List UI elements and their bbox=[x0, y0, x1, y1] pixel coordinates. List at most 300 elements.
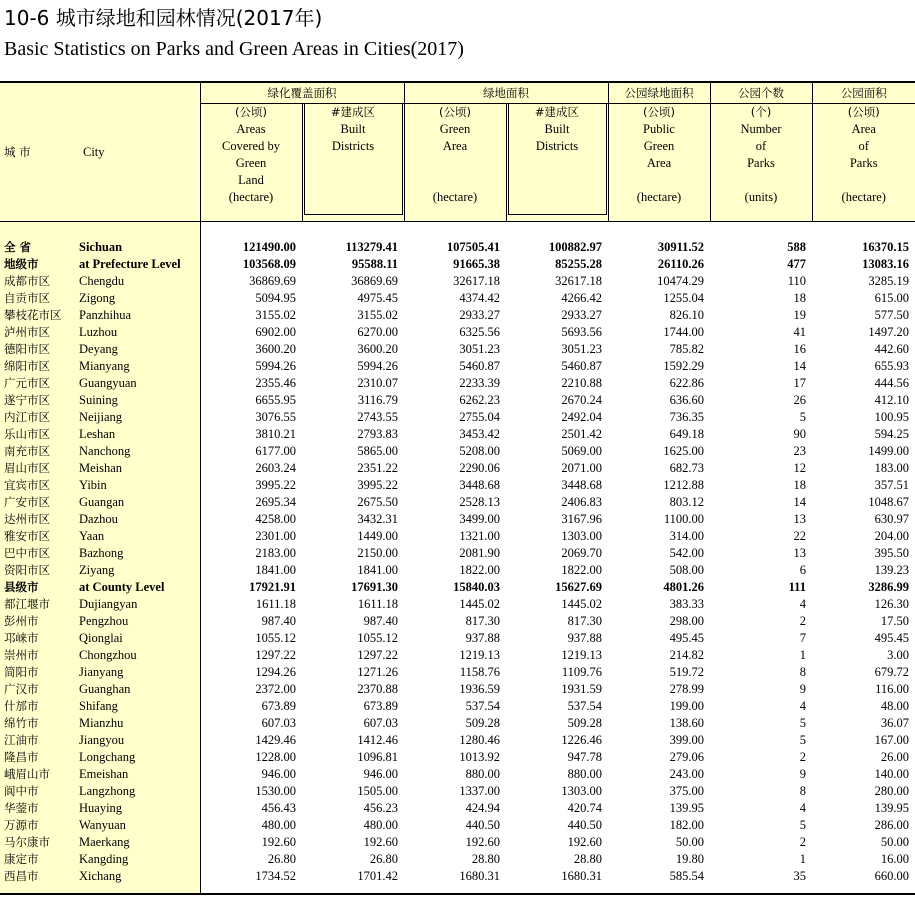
green-area-value: 1680.31 bbox=[404, 868, 506, 894]
covered-built-value: 2675.50 bbox=[357, 495, 398, 509]
public-green-value: 736.35 bbox=[669, 410, 704, 424]
public-green-value: 1212.88 bbox=[663, 478, 704, 492]
covered-built-value: 192.60 bbox=[363, 835, 398, 849]
green-built-value: 3448.68 bbox=[561, 478, 602, 492]
table-row bbox=[0, 698, 915, 715]
covered-area-value: 3155.02 bbox=[255, 308, 296, 322]
park-area-value: 116.00 bbox=[875, 682, 909, 696]
covered-area-value: 3810.21 bbox=[255, 427, 296, 441]
covered-built-value: 5994.26 bbox=[357, 359, 398, 373]
city-name-cn: 眉山市区 bbox=[0, 460, 79, 477]
green-area-value: 2528.13 bbox=[459, 495, 500, 509]
green-built-value: 192.60 bbox=[567, 835, 602, 849]
public-green-value: 10474.29 bbox=[657, 274, 704, 288]
park-count-value: 22 bbox=[793, 529, 806, 543]
city-name-en: Sichuan bbox=[79, 239, 200, 256]
green-built-value: 2670.24 bbox=[561, 393, 602, 407]
park-area-value: 3286.99 bbox=[868, 580, 909, 594]
covered-built-value: 1055.12 bbox=[357, 631, 398, 645]
green-area-value: 5460.87 bbox=[459, 359, 500, 373]
col-header-green-area: (公顷) Green Area (hectare) bbox=[404, 104, 506, 222]
covered-area-value: 1297.22 bbox=[255, 648, 296, 662]
covered-area-value: 607.03 bbox=[261, 716, 296, 730]
green-built-value: 2406.83 bbox=[561, 495, 602, 509]
city-name-en: Yibin bbox=[79, 477, 200, 494]
green-built-value: 420.74 bbox=[567, 801, 602, 815]
green-area-value: 509.28 bbox=[465, 716, 500, 730]
green-area-value: 3499.00 bbox=[459, 512, 500, 526]
public-green-value: 542.00 bbox=[669, 546, 704, 560]
covered-area-value: 987.40 bbox=[261, 614, 296, 628]
city-name-en: Suining bbox=[79, 392, 200, 409]
park-area-value: 183.00 bbox=[874, 461, 909, 475]
city-name-cn: 简阳市 bbox=[0, 664, 79, 681]
covered-built-value: 1701.42 bbox=[302, 868, 404, 894]
covered-area-value: 2301.00 bbox=[255, 529, 296, 543]
green-built-value: 1931.59 bbox=[561, 682, 602, 696]
city-name-cn: 隆昌市 bbox=[0, 749, 79, 766]
covered-area-value: 103568.09 bbox=[242, 257, 296, 271]
public-green-value: 182.00 bbox=[669, 818, 704, 832]
green-built-value: 100882.97 bbox=[548, 240, 602, 254]
green-built-value: 509.28 bbox=[567, 716, 602, 730]
city-name-cn: 绵阳市区 bbox=[0, 358, 79, 375]
green-built-value: 2071.00 bbox=[561, 461, 602, 475]
park-area-value: 630.97 bbox=[874, 512, 909, 526]
city-name-en: Xichang bbox=[79, 868, 200, 894]
city-name-en: Dujiangyan bbox=[79, 596, 200, 613]
public-green-value: 803.12 bbox=[669, 495, 704, 509]
green-area-value: 880.00 bbox=[465, 767, 500, 781]
park-area-value: 3285.19 bbox=[868, 274, 909, 288]
city-name-cn: 邛崃市 bbox=[0, 630, 79, 647]
green-area-value: 32617.18 bbox=[453, 274, 500, 288]
covered-area-value: 4258.00 bbox=[255, 512, 296, 526]
covered-built-value: 2793.83 bbox=[357, 427, 398, 441]
city-name-en: Guangan bbox=[79, 494, 200, 511]
park-count-value: 8 bbox=[799, 784, 806, 798]
park-count-value: 16 bbox=[793, 342, 806, 356]
city-en-header: City bbox=[79, 82, 200, 222]
covered-area-value: 1228.00 bbox=[255, 750, 296, 764]
city-name-en: Zigong bbox=[79, 290, 200, 307]
table-row bbox=[0, 851, 915, 868]
park-area-value: 286.00 bbox=[874, 818, 909, 832]
covered-area-value: 6177.00 bbox=[255, 444, 296, 458]
covered-built-value: 2310.07 bbox=[357, 376, 398, 390]
public-green-value: 4801.26 bbox=[663, 580, 704, 594]
table-row bbox=[0, 766, 915, 783]
covered-area-value: 1734.52 bbox=[200, 868, 302, 894]
park-count-value: 8 bbox=[799, 665, 806, 679]
covered-area-value: 121490.00 bbox=[242, 240, 296, 254]
col-header-park-area: (公顷) Area of Parks (hectare) bbox=[812, 104, 915, 222]
covered-built-value: 95588.11 bbox=[351, 257, 398, 271]
covered-built-value: 2370.88 bbox=[357, 682, 398, 696]
public-green-value: 279.06 bbox=[669, 750, 704, 764]
covered-area-value: 456.43 bbox=[261, 801, 296, 815]
public-green-value: 138.60 bbox=[669, 716, 704, 730]
green-built-value: 440.50 bbox=[567, 818, 602, 832]
green-area-value: 3448.68 bbox=[459, 478, 500, 492]
city-name-en: Deyang bbox=[79, 341, 200, 358]
green-area-value: 1822.00 bbox=[459, 563, 500, 577]
public-green-value: 826.10 bbox=[669, 308, 704, 322]
table-row bbox=[0, 868, 915, 894]
covered-area-value: 2695.34 bbox=[255, 495, 296, 509]
green-area-value: 192.60 bbox=[465, 835, 500, 849]
green-built-value: 2069.70 bbox=[561, 546, 602, 560]
city-cn-header: 城 市 bbox=[0, 82, 79, 222]
green-area-value: 3051.23 bbox=[459, 342, 500, 356]
public-green-value: 519.72 bbox=[669, 665, 704, 679]
public-green-value: 785.82 bbox=[669, 342, 704, 356]
green-built-value: 3051.23 bbox=[561, 342, 602, 356]
covered-area-value: 2355.46 bbox=[255, 376, 296, 390]
page-title-en: Basic Statistics on Parks and Green Areas in Cities(2017) bbox=[4, 38, 464, 60]
covered-built-value: 673.89 bbox=[363, 699, 398, 713]
table-row bbox=[0, 596, 915, 613]
city-name-en: Neijiang bbox=[79, 409, 200, 426]
covered-area-value: 2603.24 bbox=[255, 461, 296, 475]
public-green-value: 375.00 bbox=[669, 784, 704, 798]
table-row bbox=[0, 613, 915, 630]
green-area-value: 440.50 bbox=[465, 818, 500, 832]
city-name-en: Langzhong bbox=[79, 783, 200, 800]
park-area-value: 444.56 bbox=[874, 376, 909, 390]
park-count-value: 41 bbox=[793, 325, 806, 339]
park-area-value: 204.00 bbox=[874, 529, 909, 543]
city-name-cn: 马尔康市 bbox=[0, 834, 79, 851]
city-name-en: at Prefecture Level bbox=[79, 256, 200, 273]
city-name-en: Qionglai bbox=[79, 630, 200, 647]
green-built-value: 1226.46 bbox=[561, 733, 602, 747]
city-name-en: Emeishan bbox=[79, 766, 200, 783]
park-area-value: 1497.20 bbox=[868, 325, 909, 339]
table-body bbox=[0, 239, 915, 894]
green-area-value: 1219.13 bbox=[459, 648, 500, 662]
table-row bbox=[0, 732, 915, 749]
green-built-value: 1303.00 bbox=[561, 529, 602, 543]
city-name-cn: 阆中市 bbox=[0, 783, 79, 800]
covered-area-value: 36869.69 bbox=[249, 274, 296, 288]
park-count-value: 5 bbox=[799, 733, 806, 747]
green-area-value: 1013.92 bbox=[459, 750, 500, 764]
city-name-cn: 泸州市区 bbox=[0, 324, 79, 341]
city-name-cn: 绵竹市 bbox=[0, 715, 79, 732]
green-built-value: 3167.96 bbox=[561, 512, 602, 526]
park-count-value: 26 bbox=[793, 393, 806, 407]
covered-area-value: 1294.26 bbox=[255, 665, 296, 679]
public-green-value: 243.00 bbox=[669, 767, 704, 781]
table-row bbox=[0, 358, 915, 375]
park-area-value: 594.25 bbox=[874, 427, 909, 441]
covered-built-value: 480.00 bbox=[363, 818, 398, 832]
city-name-cn: 地级市 bbox=[0, 256, 79, 273]
covered-built-value: 6270.00 bbox=[357, 325, 398, 339]
city-name-cn: 南充市区 bbox=[0, 443, 79, 460]
park-area-value: 36.07 bbox=[880, 716, 909, 730]
city-name-en: Shifang bbox=[79, 698, 200, 715]
public-green-value: 508.00 bbox=[669, 563, 704, 577]
park-area-value: 660.00 bbox=[812, 868, 915, 894]
table-row bbox=[0, 341, 915, 358]
group-header-green-area: 绿地面积 bbox=[404, 82, 608, 104]
table-row bbox=[0, 273, 915, 290]
park-count-value: 4 bbox=[799, 801, 806, 815]
park-area-value: 139.23 bbox=[874, 563, 909, 577]
park-area-value: 615.00 bbox=[874, 291, 909, 305]
green-built-value: 5693.56 bbox=[561, 325, 602, 339]
table-row bbox=[0, 290, 915, 307]
park-count-value: 110 bbox=[787, 274, 806, 288]
green-area-value: 6262.23 bbox=[459, 393, 500, 407]
table-row bbox=[0, 783, 915, 800]
public-green-value: 298.00 bbox=[669, 614, 704, 628]
green-built-value: 537.54 bbox=[567, 699, 602, 713]
park-area-value: 126.30 bbox=[874, 597, 909, 611]
col-header-green-built: #建成区 Built Districts bbox=[506, 104, 608, 222]
public-green-value: 26110.26 bbox=[657, 257, 704, 271]
park-area-value: 1499.00 bbox=[868, 444, 909, 458]
park-area-value: 495.45 bbox=[874, 631, 909, 645]
park-count-value: 13 bbox=[793, 512, 806, 526]
city-name-cn: 彭州市 bbox=[0, 613, 79, 630]
park-count-value: 9 bbox=[799, 767, 806, 781]
covered-built-value: 987.40 bbox=[363, 614, 398, 628]
park-count-value: 1 bbox=[799, 852, 806, 866]
public-green-value: 199.00 bbox=[669, 699, 704, 713]
page-title-cn: 10-6 城市绿地和园林情况(2017年) bbox=[4, 6, 323, 30]
park-count-value: 2 bbox=[799, 750, 806, 764]
covered-built-value: 3995.22 bbox=[357, 478, 398, 492]
covered-area-value: 5994.26 bbox=[255, 359, 296, 373]
green-built-value: 85255.28 bbox=[555, 257, 602, 271]
green-area-value: 15840.03 bbox=[453, 580, 500, 594]
green-built-value: 32617.18 bbox=[555, 274, 602, 288]
city-name-en: Guangyuan bbox=[79, 375, 200, 392]
table-row bbox=[0, 800, 915, 817]
table-row bbox=[0, 477, 915, 494]
green-area-value: 2290.06 bbox=[459, 461, 500, 475]
public-green-value: 495.45 bbox=[669, 631, 704, 645]
table-row bbox=[0, 817, 915, 834]
covered-built-value: 26.80 bbox=[369, 852, 398, 866]
table-row bbox=[0, 749, 915, 766]
covered-built-value: 946.00 bbox=[363, 767, 398, 781]
green-area-value: 1158.76 bbox=[459, 665, 500, 679]
green-area-value: 1445.02 bbox=[459, 597, 500, 611]
green-built-value: 5460.87 bbox=[561, 359, 602, 373]
table-row bbox=[0, 511, 915, 528]
covered-area-value: 6655.95 bbox=[255, 393, 296, 407]
city-name-cn: 雅安市区 bbox=[0, 528, 79, 545]
table-row bbox=[0, 494, 915, 511]
table-row bbox=[0, 834, 915, 851]
covered-built-value: 456.23 bbox=[363, 801, 398, 815]
table-row bbox=[0, 375, 915, 392]
city-name-en: Meishan bbox=[79, 460, 200, 477]
park-area-value: 140.00 bbox=[874, 767, 909, 781]
table-row bbox=[0, 460, 915, 477]
park-area-value: 16.00 bbox=[880, 852, 909, 866]
green-area-value: 28.80 bbox=[471, 852, 500, 866]
green-built-value: 1303.00 bbox=[561, 784, 602, 798]
park-count-value: 2 bbox=[799, 835, 806, 849]
covered-built-value: 5865.00 bbox=[357, 444, 398, 458]
green-area-value: 2933.27 bbox=[459, 308, 500, 322]
public-green-value: 383.33 bbox=[669, 597, 704, 611]
park-count-value: 35 bbox=[710, 868, 812, 894]
green-built-value: 817.30 bbox=[567, 614, 602, 628]
green-area-value: 3453.42 bbox=[459, 427, 500, 441]
city-name-cn: 遂宁市区 bbox=[0, 392, 79, 409]
green-built-value: 4266.42 bbox=[561, 291, 602, 305]
park-count-value: 9 bbox=[799, 682, 806, 696]
city-name-cn: 广安市区 bbox=[0, 494, 79, 511]
park-count-value: 18 bbox=[793, 478, 806, 492]
green-built-value: 1822.00 bbox=[561, 563, 602, 577]
park-area-value: 1048.67 bbox=[868, 495, 909, 509]
park-count-value: 14 bbox=[793, 495, 806, 509]
city-name-cn: 都江堰市 bbox=[0, 596, 79, 613]
park-area-value: 412.10 bbox=[874, 393, 909, 407]
table-row bbox=[0, 545, 915, 562]
table-row bbox=[0, 239, 915, 256]
city-name-en: Panzhihua bbox=[79, 307, 200, 324]
covered-area-value: 192.60 bbox=[261, 835, 296, 849]
city-name-cn: 内江市区 bbox=[0, 409, 79, 426]
park-count-value: 7 bbox=[799, 631, 806, 645]
city-name-en: Ziyang bbox=[79, 562, 200, 579]
table-row bbox=[0, 630, 915, 647]
covered-area-value: 480.00 bbox=[261, 818, 296, 832]
group-header-public-green: 公园绿地面积 bbox=[608, 82, 710, 104]
city-name-en: Chongzhou bbox=[79, 647, 200, 664]
city-name-en: Bazhong bbox=[79, 545, 200, 562]
park-area-value: 48.00 bbox=[880, 699, 909, 713]
green-area-value: 424.94 bbox=[465, 801, 500, 815]
green-built-value: 2492.04 bbox=[561, 410, 602, 424]
green-area-value: 537.54 bbox=[465, 699, 500, 713]
table-row bbox=[0, 392, 915, 409]
covered-area-value: 5094.95 bbox=[255, 291, 296, 305]
park-count-value: 14 bbox=[793, 359, 806, 373]
city-name-en: Pengzhou bbox=[79, 613, 200, 630]
city-name-en: Huaying bbox=[79, 800, 200, 817]
covered-built-value: 1271.26 bbox=[357, 665, 398, 679]
city-name-cn: 江油市 bbox=[0, 732, 79, 749]
city-name-cn: 宜宾市区 bbox=[0, 477, 79, 494]
covered-built-value: 1449.00 bbox=[357, 529, 398, 543]
covered-built-value: 2743.55 bbox=[357, 410, 398, 424]
public-green-value: 278.99 bbox=[669, 682, 704, 696]
city-name-en: Wanyuan bbox=[79, 817, 200, 834]
covered-area-value: 673.89 bbox=[261, 699, 296, 713]
green-area-value: 91665.38 bbox=[453, 257, 500, 271]
park-count-value: 18 bbox=[793, 291, 806, 305]
park-area-value: 139.95 bbox=[874, 801, 909, 815]
park-area-value: 679.72 bbox=[874, 665, 909, 679]
green-area-value: 107505.41 bbox=[446, 240, 500, 254]
public-green-value: 585.54 bbox=[608, 868, 710, 894]
park-area-value: 280.00 bbox=[874, 784, 909, 798]
group-header-green-covered: 绿化覆盖面积 bbox=[200, 82, 404, 104]
park-count-value: 5 bbox=[799, 818, 806, 832]
covered-area-value: 6902.00 bbox=[255, 325, 296, 339]
city-name-cn: 达州市区 bbox=[0, 511, 79, 528]
covered-built-value: 2351.22 bbox=[357, 461, 398, 475]
city-name-en: Guanghan bbox=[79, 681, 200, 698]
table-row bbox=[0, 528, 915, 545]
header-group-row bbox=[0, 82, 915, 104]
covered-area-value: 1611.18 bbox=[255, 597, 296, 611]
park-count-value: 111 bbox=[788, 580, 806, 594]
public-green-value: 636.60 bbox=[669, 393, 704, 407]
city-name-en: Jiangyou bbox=[79, 732, 200, 749]
park-count-value: 13 bbox=[793, 546, 806, 560]
park-area-value: 167.00 bbox=[874, 733, 909, 747]
park-area-value: 357.51 bbox=[874, 478, 909, 492]
green-area-value: 2081.90 bbox=[459, 546, 500, 560]
park-area-value: 655.93 bbox=[874, 359, 909, 373]
covered-built-value: 113279.41 bbox=[345, 240, 398, 254]
city-name-en: Luzhou bbox=[79, 324, 200, 341]
green-area-value: 937.88 bbox=[465, 631, 500, 645]
public-green-value: 30911.52 bbox=[657, 240, 704, 254]
park-count-value: 4 bbox=[799, 597, 806, 611]
park-count-value: 23 bbox=[793, 444, 806, 458]
park-area-value: 100.95 bbox=[874, 410, 909, 424]
green-built-value: 880.00 bbox=[567, 767, 602, 781]
statistics-table bbox=[0, 81, 915, 895]
green-area-value: 1321.00 bbox=[459, 529, 500, 543]
covered-area-value: 946.00 bbox=[261, 767, 296, 781]
green-area-value: 5208.00 bbox=[459, 444, 500, 458]
covered-built-value: 3600.20 bbox=[357, 342, 398, 356]
covered-built-value: 1297.22 bbox=[357, 648, 398, 662]
city-name-cn: 攀枝花市区 bbox=[0, 307, 79, 324]
public-green-value: 50.00 bbox=[675, 835, 704, 849]
park-count-value: 6 bbox=[799, 563, 806, 577]
green-area-value: 1936.59 bbox=[459, 682, 500, 696]
city-name-cn: 华蓥市 bbox=[0, 800, 79, 817]
park-count-value: 2 bbox=[799, 614, 806, 628]
city-name-cn: 资阳市区 bbox=[0, 562, 79, 579]
table-row bbox=[0, 664, 915, 681]
park-count-value: 90 bbox=[793, 427, 806, 441]
covered-built-value: 3116.79 bbox=[357, 393, 398, 407]
city-name-en: Leshan bbox=[79, 426, 200, 443]
park-area-value: 13083.16 bbox=[862, 257, 909, 271]
public-green-value: 1592.29 bbox=[663, 359, 704, 373]
city-name-cn: 康定市 bbox=[0, 851, 79, 868]
covered-built-value: 3432.31 bbox=[357, 512, 398, 526]
green-area-value: 6325.56 bbox=[459, 325, 500, 339]
col-header-covered-area: (公顷) Areas Covered by Green Land (hectare) bbox=[200, 104, 302, 222]
covered-area-value: 26.80 bbox=[267, 852, 296, 866]
table-row bbox=[0, 681, 915, 698]
covered-built-value: 4975.45 bbox=[357, 291, 398, 305]
covered-area-value: 2372.00 bbox=[255, 682, 296, 696]
covered-area-value: 1055.12 bbox=[255, 631, 296, 645]
park-count-value: 17 bbox=[793, 376, 806, 390]
group-header-park-count: 公园个数 bbox=[710, 82, 812, 104]
city-name-en: Kangding bbox=[79, 851, 200, 868]
park-count-value: 5 bbox=[799, 716, 806, 730]
public-green-value: 1100.00 bbox=[663, 512, 704, 526]
city-name-en: Nanchong bbox=[79, 443, 200, 460]
